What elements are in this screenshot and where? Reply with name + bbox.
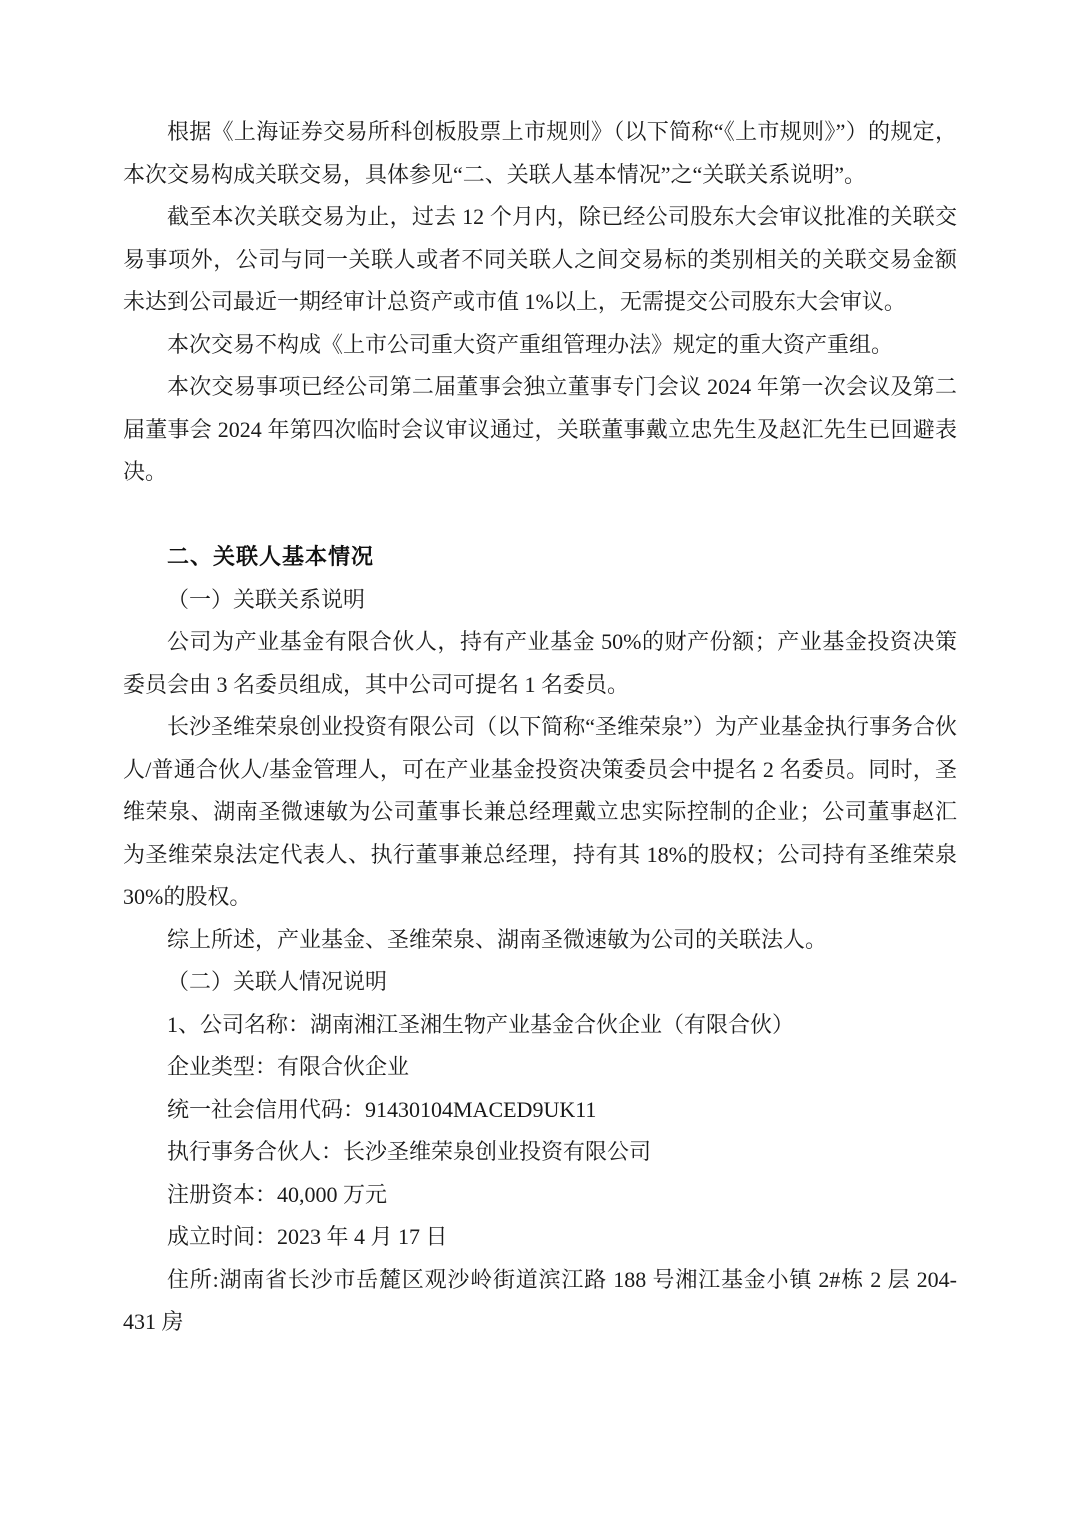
paragraph-past-12-months-transactions: 截至本次关联交易为止，过去 12 个月内，除已经公司股东大会审议批准的关联交易事项外，公司与同一关联人或者不同关联人之间交易标的类别相关的关联交易金额未达到公司最近一期经审计总资产或市值 1%以上，无需提交公司股东大会审议。 <box>123 204 957 314</box>
paragraph-company-name: 1、公司名称：湖南湘江圣湘生物产业基金合伙企业（有限合伙） <box>167 1011 795 1037</box>
subsection-heading-relationship-description: （一）关联关系说明 <box>167 586 366 612</box>
paragraph-executive-partner: 执行事务合伙人：长沙圣维荣泉创业投资有限公司 <box>167 1139 652 1164</box>
section-heading-related-party-basics: 二、关联人基本情况 <box>167 544 375 569</box>
paragraph-unified-social-credit-code: 统一社会信用代码：91430104MACED9UK11 <box>167 1096 597 1122</box>
paragraph-establishment-date: 成立时间：2023 年 4 月 17 日 <box>167 1224 448 1249</box>
paragraph-shengwei-rongquan-details: 长沙圣维荣泉创业投资有限公司（以下简称“圣维荣泉”）为产业基金执行事务合伙人/普通合伙人/基金管理人，可在产业基金投资决策委员会中提名 2 名委员。同时，圣维荣泉、湖南圣微速敏为公司董事长兼总经理戴立忠实际控制的企业；公司董事赵汇为圣维荣泉法定代表人、执行董事兼总经理，持有其 18%的股权；公司持有圣维荣泉 30%的股权。 <box>123 714 957 909</box>
paragraph-listing-rules-basis: 根据《上海证券交易所科创板股票上市规则》（以下简称“《上市规则》”）的规定，本次交易构成关联交易，具体参见“二、关联人基本情况”之“关联关系说明”。 <box>123 119 957 187</box>
paragraph-registered-address: 住所:湖南省长沙市岳麓区观沙岭街道滨江路 188 号湘江基金小镇 2#栋 2 层 204-431 房 <box>123 1266 957 1334</box>
paragraph-fund-lp-share: 公司为产业基金有限合伙人，持有产业基金 50%的财产份额；产业基金投资决策委员会由 3 名委员组成，其中公司可提名 1 名委员。 <box>123 629 957 697</box>
paragraph-related-legal-persons-summary: 综上所述，产业基金、圣维荣泉、湖南圣微速敏为公司的关联法人。 <box>167 926 828 952</box>
paragraph-board-approval: 本次交易事项已经公司第二届董事会独立董事专门会议 2024 年第一次会议及第二届董事会 2024 年第四次临时会议审议通过，关联董事戴立忠先生及赵汇先生已回避表决。 <box>123 374 957 484</box>
subsection-heading-related-party-info: （二）关联人情况说明 <box>167 969 388 994</box>
paragraph-registered-capital: 注册资本：40,000 万元 <box>167 1181 388 1207</box>
paragraph-not-major-asset-restructuring: 本次交易不构成《上市公司重大资产重组管理办法》规定的重大资产重组。 <box>167 331 894 357</box>
paragraph-enterprise-type: 企业类型：有限合伙企业 <box>167 1054 410 1079</box>
